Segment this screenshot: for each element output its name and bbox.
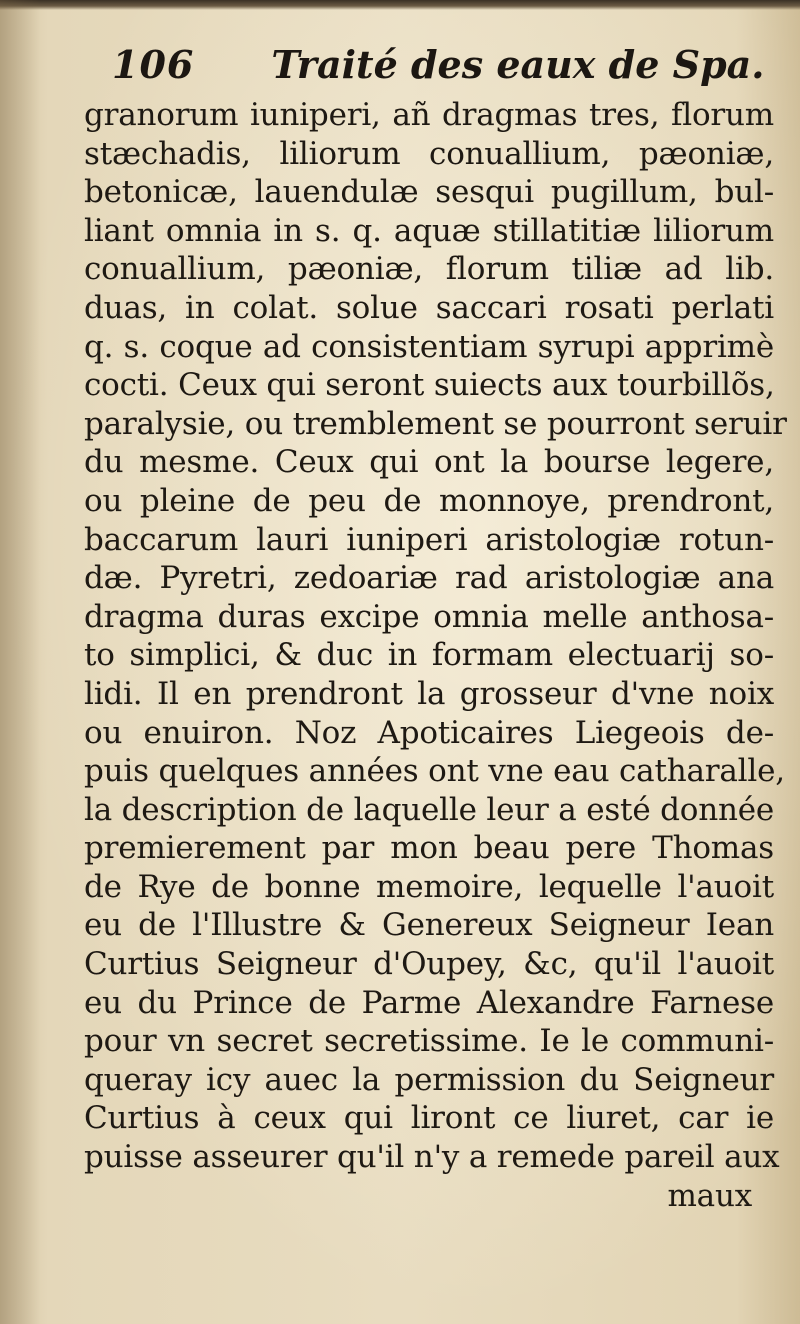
- text-line: eu du Prince de Parme Alexandre Farnese: [84, 984, 774, 1021]
- text-line: pour vn secret secretissime. Ie le communi-: [84, 1023, 774, 1060]
- text-line: queray icy auec la permission du Seigneur: [84, 1061, 774, 1098]
- text-line: premierement par mon beau pere Thomas: [84, 830, 774, 867]
- text-line: conuallium, pæoniæ, florum tiliæ ad lib.: [84, 251, 774, 288]
- text-line: de Rye de bonne memoire, lequelle l'auoit: [84, 868, 774, 905]
- text-line: Curtius Seigneur d'Oupey, &c, qu'il l'auoit: [84, 946, 774, 983]
- text-line: du mesme. Ceux qui ont la bourse legere,: [84, 444, 774, 481]
- text-body: [84, 96, 787, 1306]
- text-line: duas, in colat. solue saccari rosati perlati: [84, 289, 774, 326]
- running-title: Traité des eaux de Spa.: [271, 42, 765, 87]
- running-head: [112, 42, 765, 92]
- text-line: eu de l'Illustre & Genereux Seigneur Iean: [84, 907, 774, 944]
- text-line: cocti. Ceux qui seront suiects aux tourbillõs,: [84, 367, 775, 404]
- text-line: betonicæ, lauendulæ sesqui pugillum, bul-: [84, 174, 774, 211]
- text-line: ou pleine de peu de monnoye, prendront,: [84, 482, 774, 519]
- text-line: granorum iuniperi, añ dragmas tres, florum: [84, 97, 774, 133]
- text-line: liant omnia in s. q. aquæ stillatitiæ liliorum: [84, 212, 774, 249]
- text-line: stæchadis, liliorum conuallium, pæoniæ,: [84, 135, 774, 172]
- catchword: maux: [667, 1177, 752, 1214]
- page-gutter-shadow: [0, 0, 40, 1324]
- text-line: Curtius à ceux qui liront ce liuret, car ie: [84, 1100, 774, 1137]
- text-line: puis quelques années ont vne eau catharalle,: [84, 753, 785, 790]
- text-line: ou enuiron. Noz Apoticaires Liegeois de-: [84, 714, 774, 751]
- page-number: 106: [112, 42, 195, 87]
- text-line: q. s. coque ad consistentiam syrupi apprimè: [84, 328, 774, 365]
- text-line: la description de laquelle leur a esté donnée: [84, 791, 775, 828]
- text-line: to simplici, & duc in formam electuarij so-: [84, 637, 774, 674]
- text-line: puisse asseurer qu'il n'y a remede pareil aux: [84, 1139, 780, 1176]
- page-top-edge: [0, 0, 800, 10]
- text-line: paralysie, ou tremblement se pourront seruir: [84, 405, 787, 442]
- text-line: dæ. Pyretri, zedoariæ rad aristologiæ ana: [84, 560, 774, 597]
- text-line: lidi. Il en prendront la grosseur d'vne noix: [84, 675, 774, 712]
- text-line: dragma duras excipe omnia melle anthosa-: [84, 598, 774, 635]
- text-line: baccarum lauri iuniperi aristologiæ rotun-: [84, 521, 774, 558]
